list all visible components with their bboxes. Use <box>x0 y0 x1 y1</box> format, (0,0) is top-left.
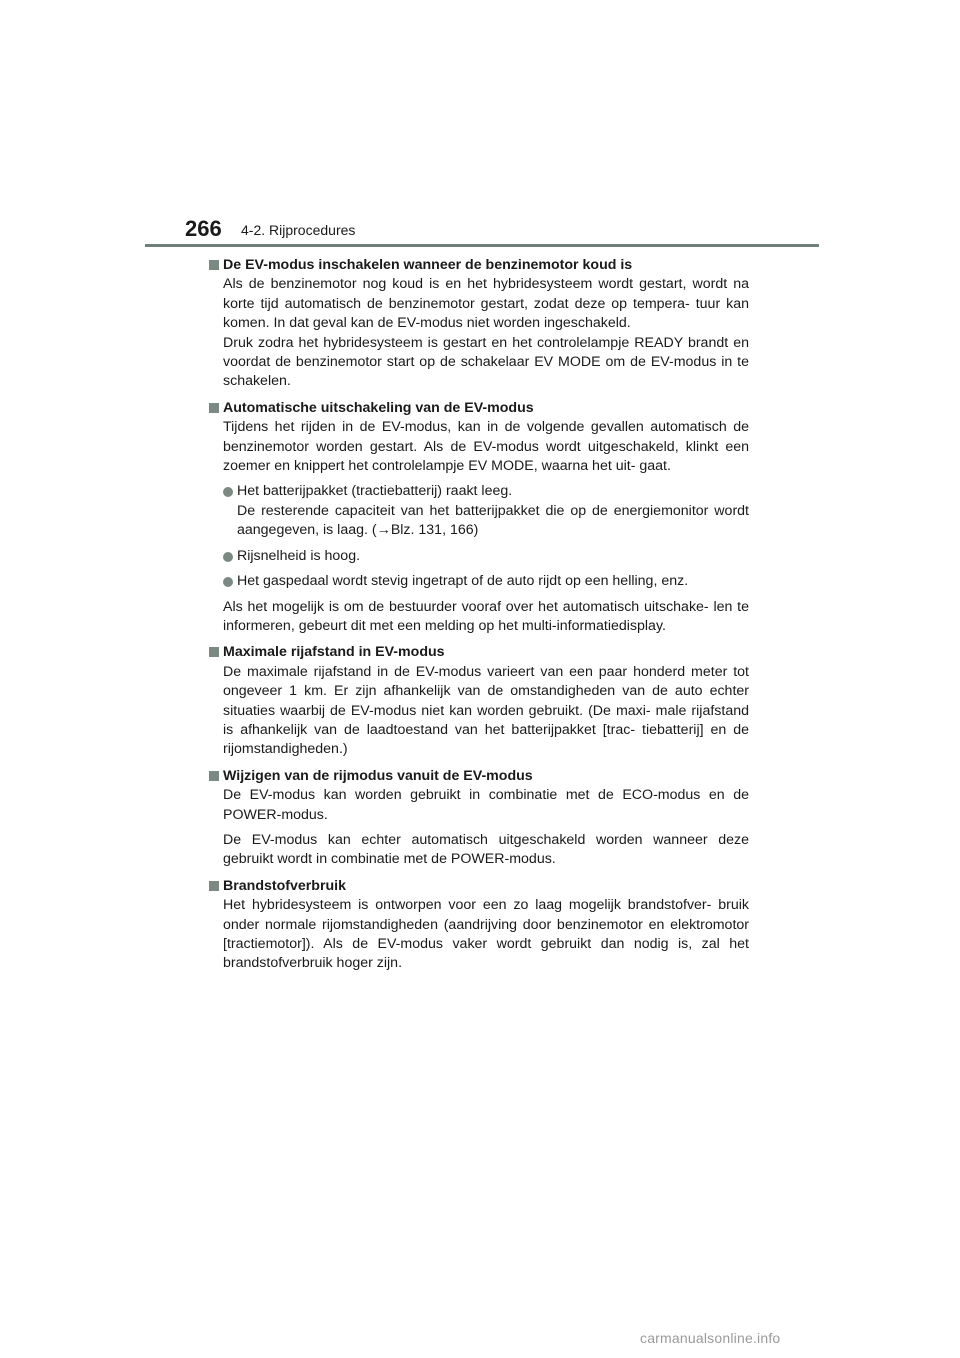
section-heading-text: Maximale rijafstand in EV-modus <box>223 644 445 661</box>
section-heading-text: Automatische uitschakeling van de EV-modus <box>223 399 534 416</box>
section-heading <box>209 256 749 275</box>
section-title: 4-2. Rijprocedures <box>241 222 356 238</box>
square-bullet-icon <box>209 403 219 413</box>
section-fuel-consumption <box>209 877 749 974</box>
section-heading-text: Brandstofverbruik <box>223 877 346 894</box>
list-item-subtext: De resterende capaciteit van het batterijpakket die op de energiemonitor wordt aangegeven, is laag. (→Blz. 131, 166) <box>237 502 749 539</box>
list-item-text: Het batterijpakket (tractiebatterij) raakt leeg. <box>237 483 513 500</box>
paragraph: Als het mogelijk is om de bestuurder vooraf over het automatisch uitschake- len te informeren, gebeurt dit met een melding op het multi-informatiedisplay. <box>223 598 749 634</box>
square-bullet-icon <box>209 647 219 657</box>
section-ev-max-range <box>209 643 749 759</box>
list-item-text: Het gaspedaal wordt stevig ingetrapt of de auto rijdt op een helling, enz. <box>237 573 689 590</box>
paragraph: De EV-modus kan echter automatisch uitgeschakeld worden wanneer deze gebruikt wordt in combinatie met de POWER-modus. <box>223 831 749 868</box>
paragraph: Tijdens het rijden in de EV-modus, kan in de volgende gevallen automatisch de benzinemotor worden gestart. Als de EV-modus wordt uitgeschakeld, klinkt een zoemer en knippert het controlelampje EV MODE, waarna het uit- gaat. <box>223 419 749 475</box>
list-item <box>223 572 749 591</box>
list-item <box>223 547 749 566</box>
section-heading-text: De EV-modus inschakelen wanneer de benzinemotor koud is <box>223 257 633 273</box>
page-reference: Blz. 131, 166) <box>390 522 479 539</box>
arrow-right-icon: → <box>376 522 391 539</box>
round-bullet-icon <box>223 577 233 587</box>
paragraph: De EV-modus kan worden gebruikt in combinatie met de ECO-modus en de POWER-modus. <box>223 787 749 823</box>
round-bullet-icon <box>223 487 233 497</box>
section-ev-auto-off <box>209 399 749 636</box>
list-item <box>223 482 749 540</box>
section-ev-cold-engine <box>209 256 749 392</box>
section-heading <box>209 399 749 418</box>
square-bullet-icon <box>209 771 219 781</box>
page-number: 266 <box>185 216 222 241</box>
paragraph: Het hybridesysteem is ontworpen voor een zo laag mogelijk brandstofver- bruik onder normale rijomstandigheden (aandrijving door benzinemotor en elektromotor [tractiemotor]). Als de EV-modus vaker wordt gebruikt dan nodig is, zal het brandstofverbruik hoger zijn. <box>223 897 749 972</box>
section-heading <box>209 877 749 896</box>
header-divider <box>145 244 819 247</box>
section-heading <box>209 767 749 786</box>
page-header <box>185 216 819 246</box>
square-bullet-icon <box>209 260 219 270</box>
section-ev-drive-mode <box>209 767 749 870</box>
paragraph-text: Druk zodra het hybridesysteem is gestart en het controlelampje READY brandt en voordat de benzinemotor start op de schakelaar EV MODE om de EV-modus in te schakelen. <box>223 334 749 390</box>
paragraph: De maximale rijafstand in de EV-modus varieert van een paar honderd meter tot ongeveer 1 km. Er zijn afhankelijk van de omstandigheden van de auto echter situaties waarbij de EV-modus niet kan worden gebruikt. (De maxi- male rijafstand is afhankelijk van de laadtoestand van het batterijpakket [trac- tiebatterij] en de rijomstandigheden.) <box>223 663 749 758</box>
section-heading <box>209 643 749 662</box>
square-bullet-icon <box>209 881 219 891</box>
section-heading-text: Wijzigen van de rijmodus vanuit de EV-modus <box>223 767 533 784</box>
paragraph-text: Als de benzinemotor nog koud is en het hybridesysteem wordt gestart, wordt na korte tijd automatisch de benzinemotor gestart, zodat deze op tempera- tuur kan komen. In dat geval kan de EV-modus niet worden ingeschakeld. <box>223 276 749 332</box>
watermark: carmanualsonline.info <box>640 1330 781 1346</box>
paragraph <box>223 275 749 391</box>
round-bullet-icon <box>223 552 233 562</box>
list-item-text: Rijsnelheid is hoog. <box>237 547 361 564</box>
page-content <box>209 256 749 981</box>
